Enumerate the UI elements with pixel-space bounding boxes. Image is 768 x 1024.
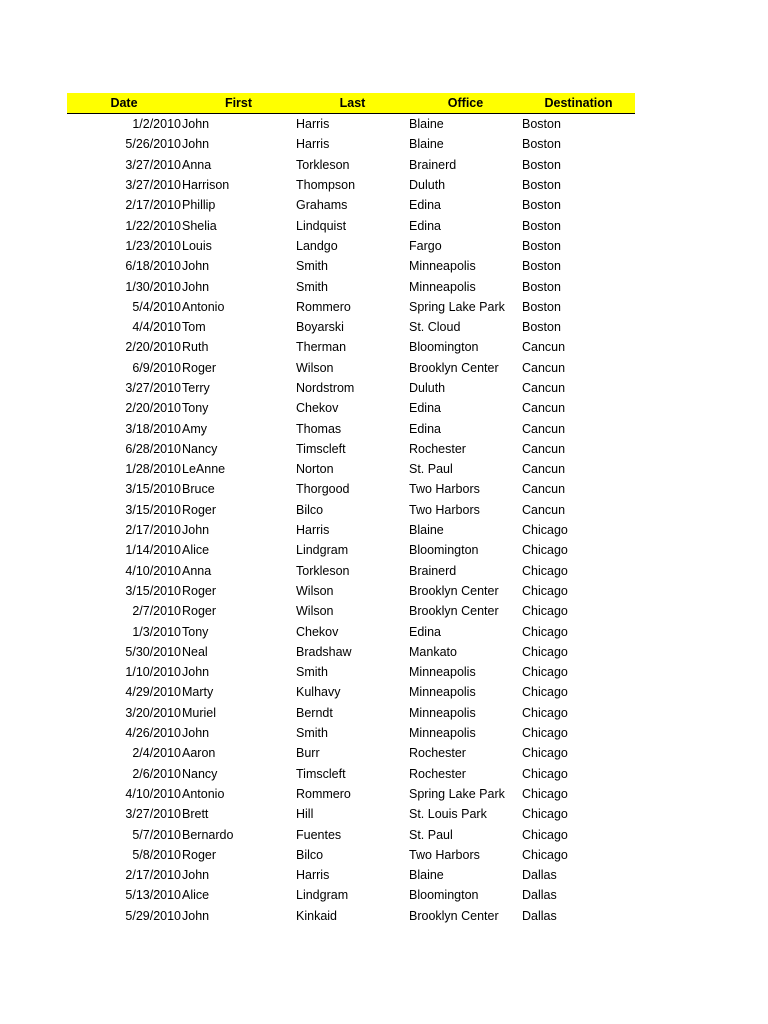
table-row [67,439,635,459]
cell-last[interactable]: Grahams [296,198,348,213]
cell-date[interactable]: 4/26/2010 [125,726,181,741]
table-row [67,398,635,418]
cell-office[interactable]: Duluth [409,178,446,193]
cell-destination[interactable]: Boston [522,299,561,314]
cell-first[interactable]: Anna [182,157,212,172]
column-header-first[interactable]: First [224,96,253,110]
cell-first[interactable]: Neal [182,644,208,659]
cell-destination[interactable]: Boston [522,218,561,233]
cell-destination[interactable]: Cancun [522,441,566,456]
cell-first[interactable]: Tony [182,401,209,416]
cell-first[interactable]: Alice [182,888,210,903]
cell-first[interactable]: John [182,259,210,274]
cell-last[interactable]: Burr [296,746,320,761]
cell-first[interactable]: LeAnne [182,462,226,477]
cell-office[interactable]: Minneapolis [409,279,476,294]
cell-last[interactable]: Wilson [296,360,334,375]
table-row [67,784,635,804]
cell-first[interactable]: Marty [182,685,214,700]
cell-office[interactable]: Fargo [409,238,442,253]
table-row [67,256,635,276]
column-header-office[interactable]: Office [447,96,484,110]
table-row [67,682,635,702]
cell-office[interactable]: St. Paul [409,827,453,842]
cell-last[interactable]: Rommero [296,786,351,801]
table-row [67,540,635,560]
cell-office[interactable]: Rochester [409,746,466,761]
cell-office[interactable]: Edina [409,624,441,639]
cell-last[interactable]: Bilco [296,847,324,862]
table-row [67,662,635,682]
cell-office[interactable]: Duluth [409,381,446,395]
cell-office[interactable]: Edina [409,218,441,233]
cell-first[interactable]: Brett [182,807,209,822]
cell-date[interactable]: 2/17/2010 [125,523,181,538]
table-row [67,236,635,256]
cell-date[interactable]: 6/9/2010 [132,360,181,375]
cell-destination[interactable]: Chicago [522,543,568,558]
cell-destination[interactable]: Chicago [522,685,568,700]
table-row [67,479,635,499]
cell-destination[interactable]: Chicago [522,726,568,741]
cell-office[interactable]: Two Harbors [409,847,480,862]
cell-destination[interactable]: Chicago [522,563,568,578]
cell-date[interactable]: 4/4/2010 [132,320,181,335]
cell-office[interactable]: Minneapolis [409,685,476,700]
cell-office[interactable]: Rochester [409,441,466,456]
cell-last[interactable]: Thomas [296,421,342,436]
cell-first[interactable]: Anna [182,563,212,578]
cell-office[interactable]: Spring Lake Park [409,786,505,801]
table-row [67,804,635,824]
cell-destination[interactable]: Boston [522,137,561,152]
cell-last[interactable]: Smith [296,259,328,274]
cell-date[interactable]: 3/15/2010 [125,502,181,517]
cell-first[interactable]: John [182,523,210,538]
cell-last[interactable]: Berndt [296,705,333,720]
cell-destination[interactable]: Chicago [522,583,568,598]
cell-last[interactable]: Lindgram [296,888,349,903]
cell-destination[interactable]: Dallas [522,868,557,883]
cell-last[interactable]: Bilco [296,502,324,517]
cell-date[interactable]: 3/18/2010 [125,421,181,436]
cell-date[interactable]: 3/20/2010 [125,705,181,720]
cell-date[interactable]: 2/17/2010 [125,198,181,213]
cell-office[interactable]: Blaine [409,137,444,152]
cell-destination[interactable]: Boston [522,157,561,172]
table-row [67,906,635,926]
table-row [67,358,635,378]
cell-office[interactable]: Edina [409,421,441,436]
cell-destination[interactable]: Chicago [522,523,568,538]
cell-office[interactable]: Brooklyn Center [409,604,499,619]
cell-date[interactable]: 2/20/2010 [125,401,181,416]
cell-first[interactable]: Roger [182,604,217,619]
table-row [67,418,635,438]
table-row [67,885,635,905]
cell-office[interactable]: Minneapolis [409,665,476,680]
cell-destination[interactable]: Boston [522,178,561,193]
cell-office[interactable]: St. Louis Park [409,807,487,822]
cell-first[interactable]: Bernardo [182,827,234,842]
cell-first[interactable]: Shelia [182,218,217,233]
cell-first[interactable]: John [182,137,210,152]
table-row [67,642,635,662]
cell-date[interactable]: 3/27/2010 [125,381,181,395]
cell-date[interactable]: 3/27/2010 [125,157,181,172]
cell-office[interactable]: Blaine [409,523,444,538]
table-row [67,215,635,235]
cell-destination[interactable]: Chicago [522,705,568,720]
table-row [67,195,635,215]
table-row [67,764,635,784]
cell-destination[interactable]: Boston [522,320,561,335]
cell-destination[interactable]: Chicago [522,644,568,659]
cell-first[interactable]: Bruce [182,482,215,497]
cell-destination[interactable]: Chicago [522,624,568,639]
cell-office[interactable]: Bloomington [409,888,479,903]
cell-last[interactable]: Boyarski [296,320,344,335]
table-row [67,459,635,479]
cell-last[interactable]: Rommero [296,299,351,314]
table-body [67,114,635,926]
cell-date[interactable]: 6/28/2010 [125,441,181,456]
cell-destination[interactable]: Cancun [522,360,566,375]
cell-office[interactable]: Brooklyn Center [409,360,499,375]
cell-last[interactable]: Torkleson [296,563,350,578]
cell-first[interactable]: Roger [182,583,217,598]
table-row [67,155,635,175]
cell-last[interactable]: Wilson [296,583,334,598]
cell-last[interactable]: Lindquist [296,218,347,233]
cell-last[interactable]: Lindgram [296,543,349,558]
cell-office[interactable]: Rochester [409,766,466,781]
cell-destination[interactable]: Chicago [522,746,568,761]
cell-office[interactable]: Mankato [409,644,457,659]
cell-office[interactable]: Brainerd [409,563,457,578]
cell-office[interactable]: Brooklyn Center [409,908,499,923]
cell-destination[interactable]: Boston [522,279,561,294]
cell-office[interactable]: Blaine [409,868,444,883]
cell-office[interactable]: Bloomington [409,543,479,558]
cell-destination[interactable]: Cancun [522,482,566,497]
cell-date[interactable]: 3/15/2010 [125,583,181,598]
cell-destination[interactable]: Chicago [522,786,568,801]
cell-office[interactable]: Minneapolis [409,726,476,741]
cell-office[interactable]: St. Paul [409,462,453,477]
cell-date[interactable]: 3/15/2010 [125,482,181,497]
table-row [67,621,635,641]
cell-date[interactable]: 2/7/2010 [132,604,181,619]
table-row [67,175,635,195]
cell-first[interactable]: Nancy [182,766,218,781]
cell-date[interactable]: 4/29/2010 [125,685,181,700]
cell-last[interactable]: Kinkaid [296,908,337,923]
cell-destination[interactable]: Dallas [522,908,557,923]
table-row [67,845,635,865]
cell-destination[interactable]: Chicago [522,665,568,680]
cell-destination[interactable]: Chicago [522,847,568,862]
cell-office[interactable]: Blaine [409,117,444,132]
cell-date[interactable]: 1/14/2010 [125,543,181,558]
cell-first[interactable]: John [182,908,210,923]
cell-office[interactable]: Brainerd [409,157,457,172]
cell-first[interactable]: Terry [182,381,210,395]
cell-date[interactable]: 6/18/2010 [125,259,181,274]
cell-date[interactable]: 5/30/2010 [125,644,181,659]
cell-office[interactable]: Edina [409,401,441,416]
table-row [67,297,635,317]
table-header-row [67,93,635,114]
cell-last[interactable]: Smith [296,665,328,680]
cell-first[interactable]: Roger [182,502,217,517]
cell-last[interactable]: Torkleson [296,157,350,172]
cell-last[interactable]: Hill [296,807,314,822]
cell-date[interactable]: 5/26/2010 [125,137,181,152]
cell-destination[interactable]: Chicago [522,807,568,822]
cell-office[interactable]: St. Cloud [409,320,461,335]
cell-destination[interactable]: Boston [522,259,561,274]
cell-destination[interactable]: Cancun [522,340,566,355]
cell-office[interactable]: Bloomington [409,340,479,355]
cell-office[interactable]: Two Harbors [409,482,480,497]
cell-destination[interactable]: Boston [522,117,561,132]
cell-destination[interactable]: Chicago [522,827,568,842]
cell-office[interactable]: Minneapolis [409,705,476,720]
cell-destination[interactable]: Cancun [522,381,566,395]
cell-first[interactable]: Amy [182,421,207,436]
cell-first[interactable]: Roger [182,360,217,375]
table-row [67,601,635,621]
cell-first[interactable]: Nancy [182,441,218,456]
table-row [67,134,635,154]
cell-date[interactable]: 5/8/2010 [132,847,181,862]
column-header-destination[interactable]: Destination [544,96,613,110]
cell-last[interactable]: Harris [296,868,330,883]
cell-last[interactable]: Bradshaw [296,644,352,659]
cell-first[interactable]: John [182,726,210,741]
cell-destination[interactable]: Cancun [522,502,566,517]
cell-last[interactable]: Wilson [296,604,334,619]
cell-first[interactable]: Tony [182,624,209,639]
cell-date[interactable]: 5/4/2010 [132,299,181,314]
cell-date[interactable]: 1/22/2010 [125,218,181,233]
cell-last[interactable]: Timscleft [296,441,346,456]
cell-destination[interactable]: Chicago [522,604,568,619]
table-row [67,114,635,134]
cell-date[interactable]: 1/23/2010 [125,238,181,253]
table-row [67,743,635,763]
cell-first[interactable]: Antonio [182,299,225,314]
cell-office[interactable]: Minneapolis [409,259,476,274]
table-row [67,865,635,885]
cell-date[interactable]: 2/17/2010 [125,868,181,883]
cell-first[interactable]: John [182,665,210,680]
cell-destination[interactable]: Cancun [522,421,566,436]
cell-first[interactable]: Ruth [182,340,209,355]
table-row [67,703,635,723]
column-header-last[interactable]: Last [339,96,366,110]
cell-office[interactable]: Edina [409,198,441,213]
cell-destination[interactable]: Cancun [522,462,566,477]
cell-first[interactable]: Aaron [182,746,216,761]
cell-last[interactable]: Fuentes [296,827,342,842]
cell-date[interactable]: 5/13/2010 [125,888,181,903]
spreadsheet-table [67,93,635,926]
cell-last[interactable]: Therman [296,340,347,355]
cell-date[interactable]: 2/6/2010 [132,766,181,781]
table-row [67,276,635,296]
cell-date[interactable]: 3/27/2010 [125,178,181,193]
cell-first[interactable]: Tom [182,320,206,335]
cell-office[interactable]: Brooklyn Center [409,583,499,598]
cell-destination[interactable]: Chicago [522,766,568,781]
table-row [67,520,635,540]
cell-first[interactable]: Alice [182,543,210,558]
column-header-date[interactable]: Date [110,96,138,110]
cell-destination[interactable]: Boston [522,238,561,253]
cell-date[interactable]: 2/20/2010 [125,340,181,355]
table-row [67,561,635,581]
cell-first[interactable]: Roger [182,847,217,862]
cell-first[interactable]: Muriel [182,705,217,720]
cell-last[interactable]: Nordstrom [296,381,355,395]
cell-date[interactable]: 1/30/2010 [125,279,181,294]
table-row [67,723,635,743]
cell-first[interactable]: John [182,868,210,883]
cell-first[interactable]: John [182,117,210,132]
cell-office[interactable]: Spring Lake Park [409,299,505,314]
cell-date[interactable]: 4/10/2010 [125,786,181,801]
cell-last[interactable]: Thompson [296,178,356,193]
table-row [67,581,635,601]
cell-date[interactable]: 5/7/2010 [132,827,181,842]
cell-date[interactable]: 1/10/2010 [125,665,181,680]
cell-last[interactable]: Harris [296,117,330,132]
cell-date[interactable]: 5/29/2010 [125,908,181,923]
cell-last[interactable]: Landgo [296,238,338,253]
cell-first[interactable]: John [182,279,210,294]
cell-destination[interactable]: Dallas [522,888,557,903]
cell-date[interactable]: 1/28/2010 [125,462,181,477]
cell-last[interactable]: Norton [296,462,334,477]
table-row [67,378,635,398]
cell-last[interactable]: Smith [296,279,328,294]
cell-last[interactable]: Harris [296,523,330,538]
cell-last[interactable]: Kulhavy [296,685,341,700]
table-row [67,824,635,844]
cell-date[interactable]: 4/10/2010 [125,563,181,578]
cell-last[interactable]: Chekov [296,624,339,639]
cell-destination[interactable]: Cancun [522,401,566,416]
cell-office[interactable]: Two Harbors [409,502,480,517]
cell-date[interactable]: 1/3/2010 [132,624,181,639]
cell-last[interactable]: Harris [296,137,330,152]
cell-first[interactable]: Antonio [182,786,225,801]
cell-first[interactable]: Phillip [182,198,216,213]
cell-last[interactable]: Smith [296,726,328,741]
table-row [67,317,635,337]
table-row [67,337,635,357]
cell-date[interactable]: 1/2/2010 [132,117,181,132]
cell-last[interactable]: Chekov [296,401,339,416]
table-row [67,500,635,520]
cell-first[interactable]: Louis [182,238,212,253]
cell-last[interactable]: Timscleft [296,766,346,781]
cell-last[interactable]: Thorgood [296,482,350,497]
cell-date[interactable]: 3/27/2010 [125,807,181,822]
cell-first[interactable]: Harrison [182,178,230,193]
cell-date[interactable]: 2/4/2010 [132,746,181,761]
cell-destination[interactable]: Boston [522,198,561,213]
